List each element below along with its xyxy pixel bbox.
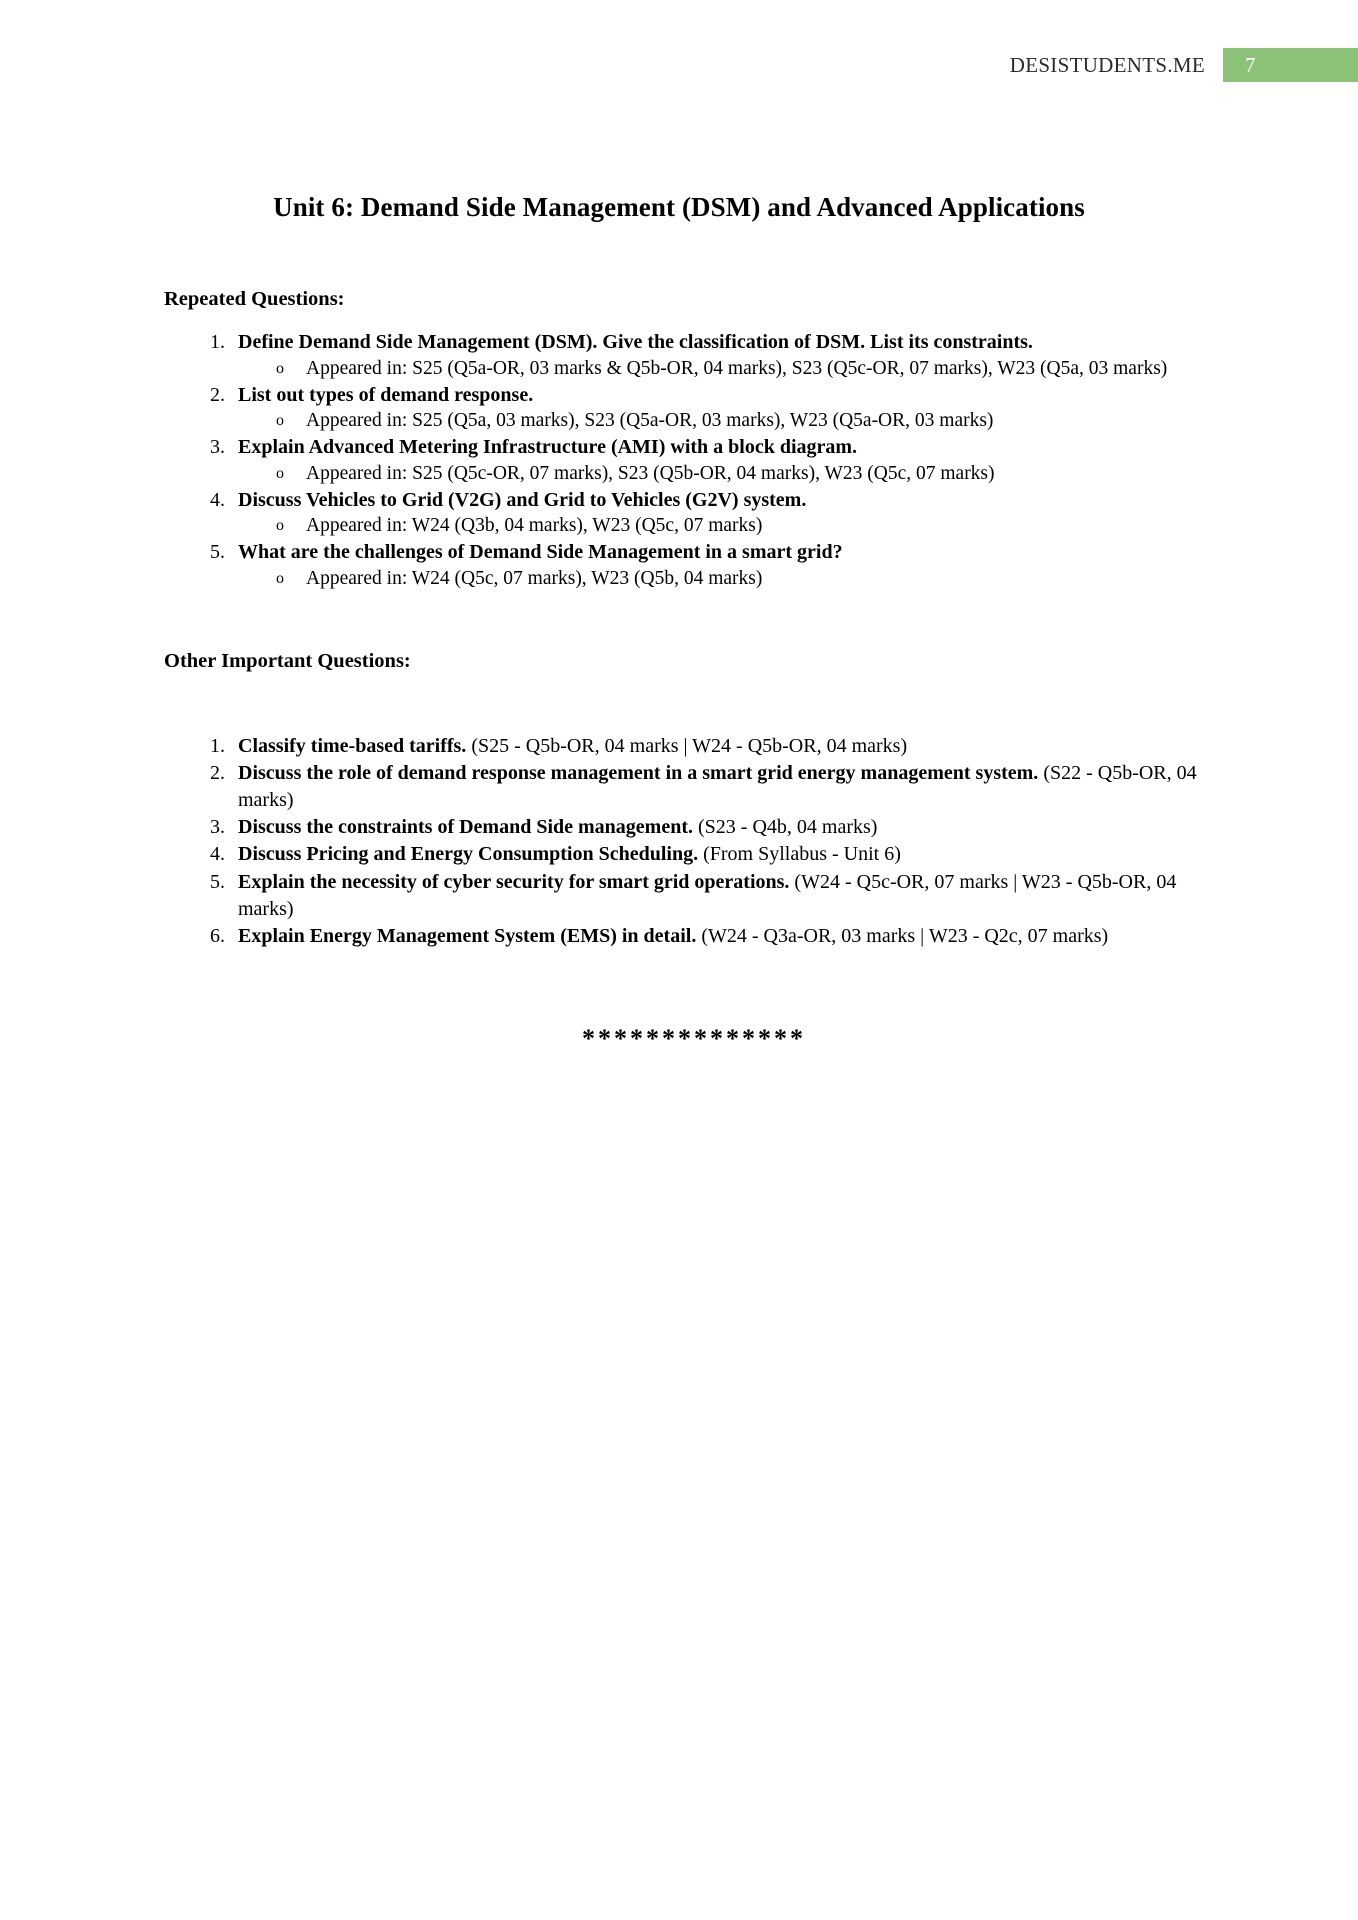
page-number-badge — [1223, 48, 1358, 82]
appeared-text: Appeared in: S25 (Q5c-OR, 07 marks), S23 (Q5b-OR, 04 marks), W23 (Q5c, 07 marks) — [306, 462, 995, 484]
question-text: Discuss the role of demand response management in a smart grid energy management system. — [238, 761, 1039, 784]
list-item — [230, 841, 1224, 868]
appeared-text: Appeared in: S25 (Q5a, 03 marks), S23 (Q5a-OR, 03 marks), W23 (Q5a-OR, 03 marks) — [306, 410, 994, 432]
question-text: Discuss the constraints of Demand Side management. — [238, 816, 693, 839]
list-item — [276, 408, 1224, 434]
list-item — [230, 869, 1224, 923]
question-marks: (S25 - Q5b-OR, 04 marks | W24 - Q5b-OR, 04 marks) — [466, 734, 908, 757]
question-text: List out types of demand response. — [238, 383, 534, 406]
repeated-questions-list — [164, 329, 1224, 592]
appeared-sublist — [238, 356, 1224, 382]
question-marks: (S22 - Q5b-OR, 04 marks) — [238, 761, 1197, 811]
list-item — [276, 461, 1224, 487]
page-header — [1010, 48, 1358, 82]
question-text: Explain the necessity of cyber security for smart grid operations. — [238, 870, 790, 893]
section-heading-other: Other Important Questions: — [164, 649, 411, 672]
appeared-text: Appeared in: W24 (Q5c, 07 marks), W23 (Q5b, 04 marks) — [306, 567, 763, 589]
question-marks: (W24 - Q5c-OR, 07 marks | W23 - Q5b-OR, 04 marks) — [238, 870, 1177, 920]
document-body — [164, 288, 1224, 1054]
question-text: Classify time-based tariffs. — [238, 734, 467, 757]
list-item — [230, 382, 1224, 435]
appeared-sublist — [238, 408, 1224, 434]
list-item — [230, 733, 1224, 760]
circle-bullet-icon: o — [276, 412, 284, 430]
question-text: Discuss Pricing and Energy Consumption Scheduling. — [238, 843, 699, 866]
question-text: Define Demand Side Management (DSM). Give the classification of DSM. List its constraints. — [238, 331, 1033, 353]
appeared-text: Appeared in: W24 (Q3b, 04 marks), W23 (Q5c, 07 marks) — [306, 515, 763, 537]
site-name: DESISTUDENTS.ME — [1009, 52, 1205, 77]
section-heading-repeated: Repeated Questions: — [164, 288, 345, 310]
list-item — [276, 356, 1224, 382]
question-text: Explain Energy Management System (EMS) in detail. — [238, 924, 697, 947]
question-marks: (From Syllabus - Unit 6) — [698, 843, 901, 866]
list-item — [230, 923, 1224, 950]
question-marks: (S23 - Q4b, 04 marks) — [693, 816, 878, 839]
appeared-text: Appeared in: S25 (Q5a-OR, 03 marks & Q5b-OR, 04 marks), S23 (Q5c-OR, 07 marks), W23 (Q5a, 03 marks) — [306, 357, 1168, 379]
other-questions-list — [164, 733, 1224, 951]
list-item — [230, 814, 1224, 841]
list-item — [276, 513, 1224, 539]
list-item — [230, 487, 1224, 540]
circle-bullet-icon: o — [276, 517, 284, 535]
appeared-sublist — [238, 566, 1224, 592]
list-item — [230, 760, 1224, 814]
question-marks: (W24 - Q3a-OR, 03 marks | W23 - Q2c, 07 marks) — [696, 924, 1109, 947]
list-item — [230, 539, 1224, 592]
section-spacer — [164, 592, 1224, 650]
footer-stars: ************** — [582, 1024, 806, 1054]
appeared-sublist — [238, 461, 1224, 487]
list-spacer — [164, 691, 1224, 733]
list-item — [230, 434, 1224, 487]
question-text: What are the challenges of Demand Side Management in a smart grid? — [238, 541, 843, 564]
circle-bullet-icon: o — [276, 569, 284, 587]
circle-bullet-icon: o — [276, 464, 284, 482]
question-text: Discuss Vehicles to Grid (V2G) and Grid to Vehicles (G2V) system. — [238, 488, 807, 511]
list-item — [276, 566, 1224, 592]
page-title: Unit 6: Demand Side Management (DSM) and Advanced Applications — [273, 192, 1085, 222]
question-text: Explain Advanced Metering Infrastructure (AMI) with a block diagram. — [238, 436, 858, 459]
appeared-sublist — [238, 513, 1224, 539]
list-item — [230, 329, 1224, 382]
circle-bullet-icon: o — [276, 359, 284, 377]
page-number: 7 — [1245, 52, 1256, 77]
